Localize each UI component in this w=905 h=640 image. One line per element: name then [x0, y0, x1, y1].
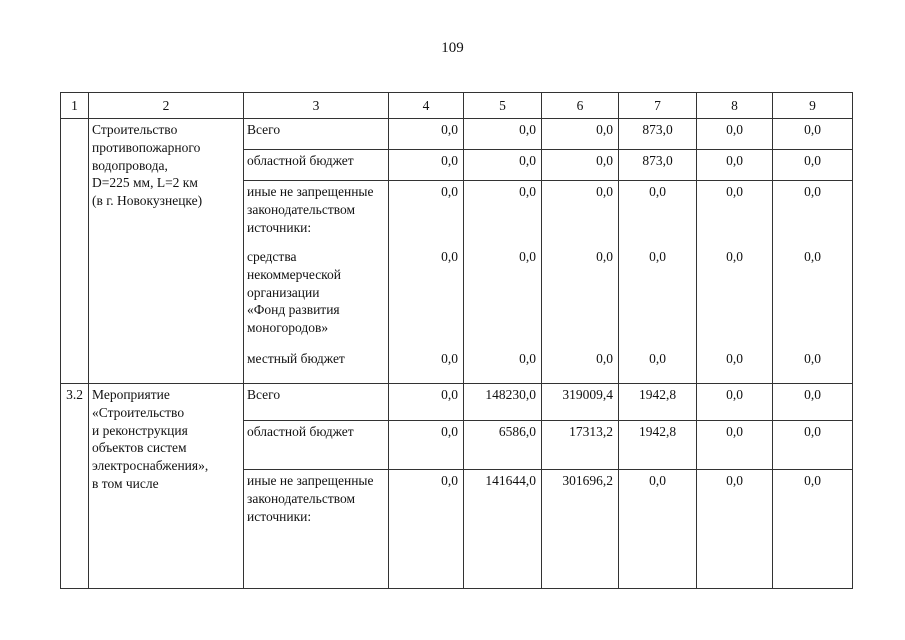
text-line: объектов систем: [92, 440, 187, 456]
text-line: «Строительство: [92, 404, 185, 420]
funding-source: [244, 384, 389, 421]
budget-table: [60, 92, 853, 589]
text-line: средства: [247, 249, 297, 264]
value-cell: 0,0: [773, 150, 853, 181]
row-number: 3.2: [61, 384, 89, 589]
funding-source: [244, 421, 389, 470]
column-header: 1: [61, 93, 89, 119]
column-header: 6: [542, 93, 619, 119]
text-line: источники:: [247, 219, 312, 235]
text-line: источники:: [247, 508, 312, 524]
text-line: Мероприятие: [92, 387, 170, 402]
text-line: местный бюджет: [247, 351, 345, 366]
value-cell: 141644,0: [464, 470, 542, 589]
activity-name: [89, 384, 244, 589]
value-cell: 0,0: [389, 470, 464, 589]
text-line: организации: [247, 284, 320, 300]
column-header: 5: [464, 93, 542, 119]
value-cell: 0,0: [389, 119, 464, 150]
text-line: «Фонд развития: [247, 302, 340, 318]
value-cell: 0,0: [389, 348, 464, 384]
value-cell: 0,0: [619, 246, 697, 348]
text-line: иные не запрещенные: [247, 184, 374, 199]
value-cell: 0,0: [697, 348, 773, 384]
value-cell: 301696,2: [542, 470, 619, 589]
value-cell: 0,0: [464, 181, 542, 247]
text-line: Всего: [247, 387, 281, 402]
text-line: противопожарного: [92, 139, 201, 155]
funding-source: [244, 119, 389, 150]
text-line: водопровода,: [92, 157, 168, 173]
value-cell: 0,0: [542, 246, 619, 348]
value-cell: 0,0: [697, 384, 773, 421]
value-cell: 0,0: [697, 421, 773, 470]
value-cell: 0,0: [773, 421, 853, 470]
text-line: Строительство: [92, 122, 178, 137]
value-cell: 0,0: [542, 181, 619, 247]
value-cell: 0,0: [773, 384, 853, 421]
funding-source: [244, 470, 389, 589]
text-line: (в г. Новокузнецке): [92, 193, 203, 209]
value-cell: 0,0: [389, 181, 464, 247]
text-line: Всего: [247, 122, 281, 137]
value-cell: 0,0: [389, 384, 464, 421]
value-cell: 6586,0: [464, 421, 542, 470]
value-cell: 0,0: [619, 470, 697, 589]
table-row: [61, 384, 853, 421]
table-row: [61, 119, 853, 150]
text-line: иные не запрещенные: [247, 473, 374, 488]
funding-source: [244, 348, 389, 384]
text-line: областной бюджет: [247, 424, 354, 439]
value-cell: 148230,0: [464, 384, 542, 421]
text-line: законодательством: [247, 490, 356, 506]
funding-source: [244, 246, 389, 348]
value-cell: 0,0: [389, 246, 464, 348]
text-line: в том числе: [92, 476, 159, 492]
value-cell: 0,0: [542, 348, 619, 384]
header-row: [61, 93, 853, 119]
value-cell: 0,0: [697, 470, 773, 589]
column-header: 8: [697, 93, 773, 119]
column-header: 7: [619, 93, 697, 119]
value-cell: 0,0: [697, 119, 773, 150]
value-cell: 0,0: [619, 348, 697, 384]
text-line: моногородов»: [247, 320, 329, 336]
value-cell: 0,0: [542, 150, 619, 181]
funding-source: [244, 150, 389, 181]
text-line: законодательством: [247, 201, 356, 217]
value-cell: 17313,2: [542, 421, 619, 470]
text-line: некоммерческой: [247, 266, 342, 282]
text-line: и реконструкция: [92, 422, 188, 438]
value-cell: 0,0: [697, 150, 773, 181]
value-cell: 0,0: [773, 181, 853, 247]
value-cell: 0,0: [773, 470, 853, 589]
value-cell: 0,0: [619, 181, 697, 247]
row-number: [61, 119, 89, 384]
value-cell: 1942,8: [619, 384, 697, 421]
column-header: 3: [244, 93, 389, 119]
value-cell: 0,0: [542, 119, 619, 150]
column-header: 4: [389, 93, 464, 119]
activity-name: [89, 119, 244, 384]
value-cell: 0,0: [389, 150, 464, 181]
value-cell: 1942,8: [619, 421, 697, 470]
value-cell: 0,0: [773, 246, 853, 348]
value-cell: 0,0: [464, 246, 542, 348]
value-cell: 873,0: [619, 119, 697, 150]
value-cell: 319009,4: [542, 384, 619, 421]
value-cell: 0,0: [697, 246, 773, 348]
value-cell: 873,0: [619, 150, 697, 181]
column-header: 2: [89, 93, 244, 119]
value-cell: 0,0: [389, 421, 464, 470]
text-line: электроснабжения»,: [92, 458, 209, 474]
value-cell: 0,0: [773, 348, 853, 384]
value-cell: 0,0: [464, 119, 542, 150]
page-number: 109: [441, 40, 464, 56]
value-cell: 0,0: [773, 119, 853, 150]
text-line: D=225 мм, L=2 км: [92, 175, 198, 191]
value-cell: 0,0: [464, 348, 542, 384]
value-cell: 0,0: [464, 150, 542, 181]
text-line: областной бюджет: [247, 153, 354, 168]
funding-source: [244, 181, 389, 247]
value-cell: 0,0: [697, 181, 773, 247]
column-header: 9: [773, 93, 853, 119]
